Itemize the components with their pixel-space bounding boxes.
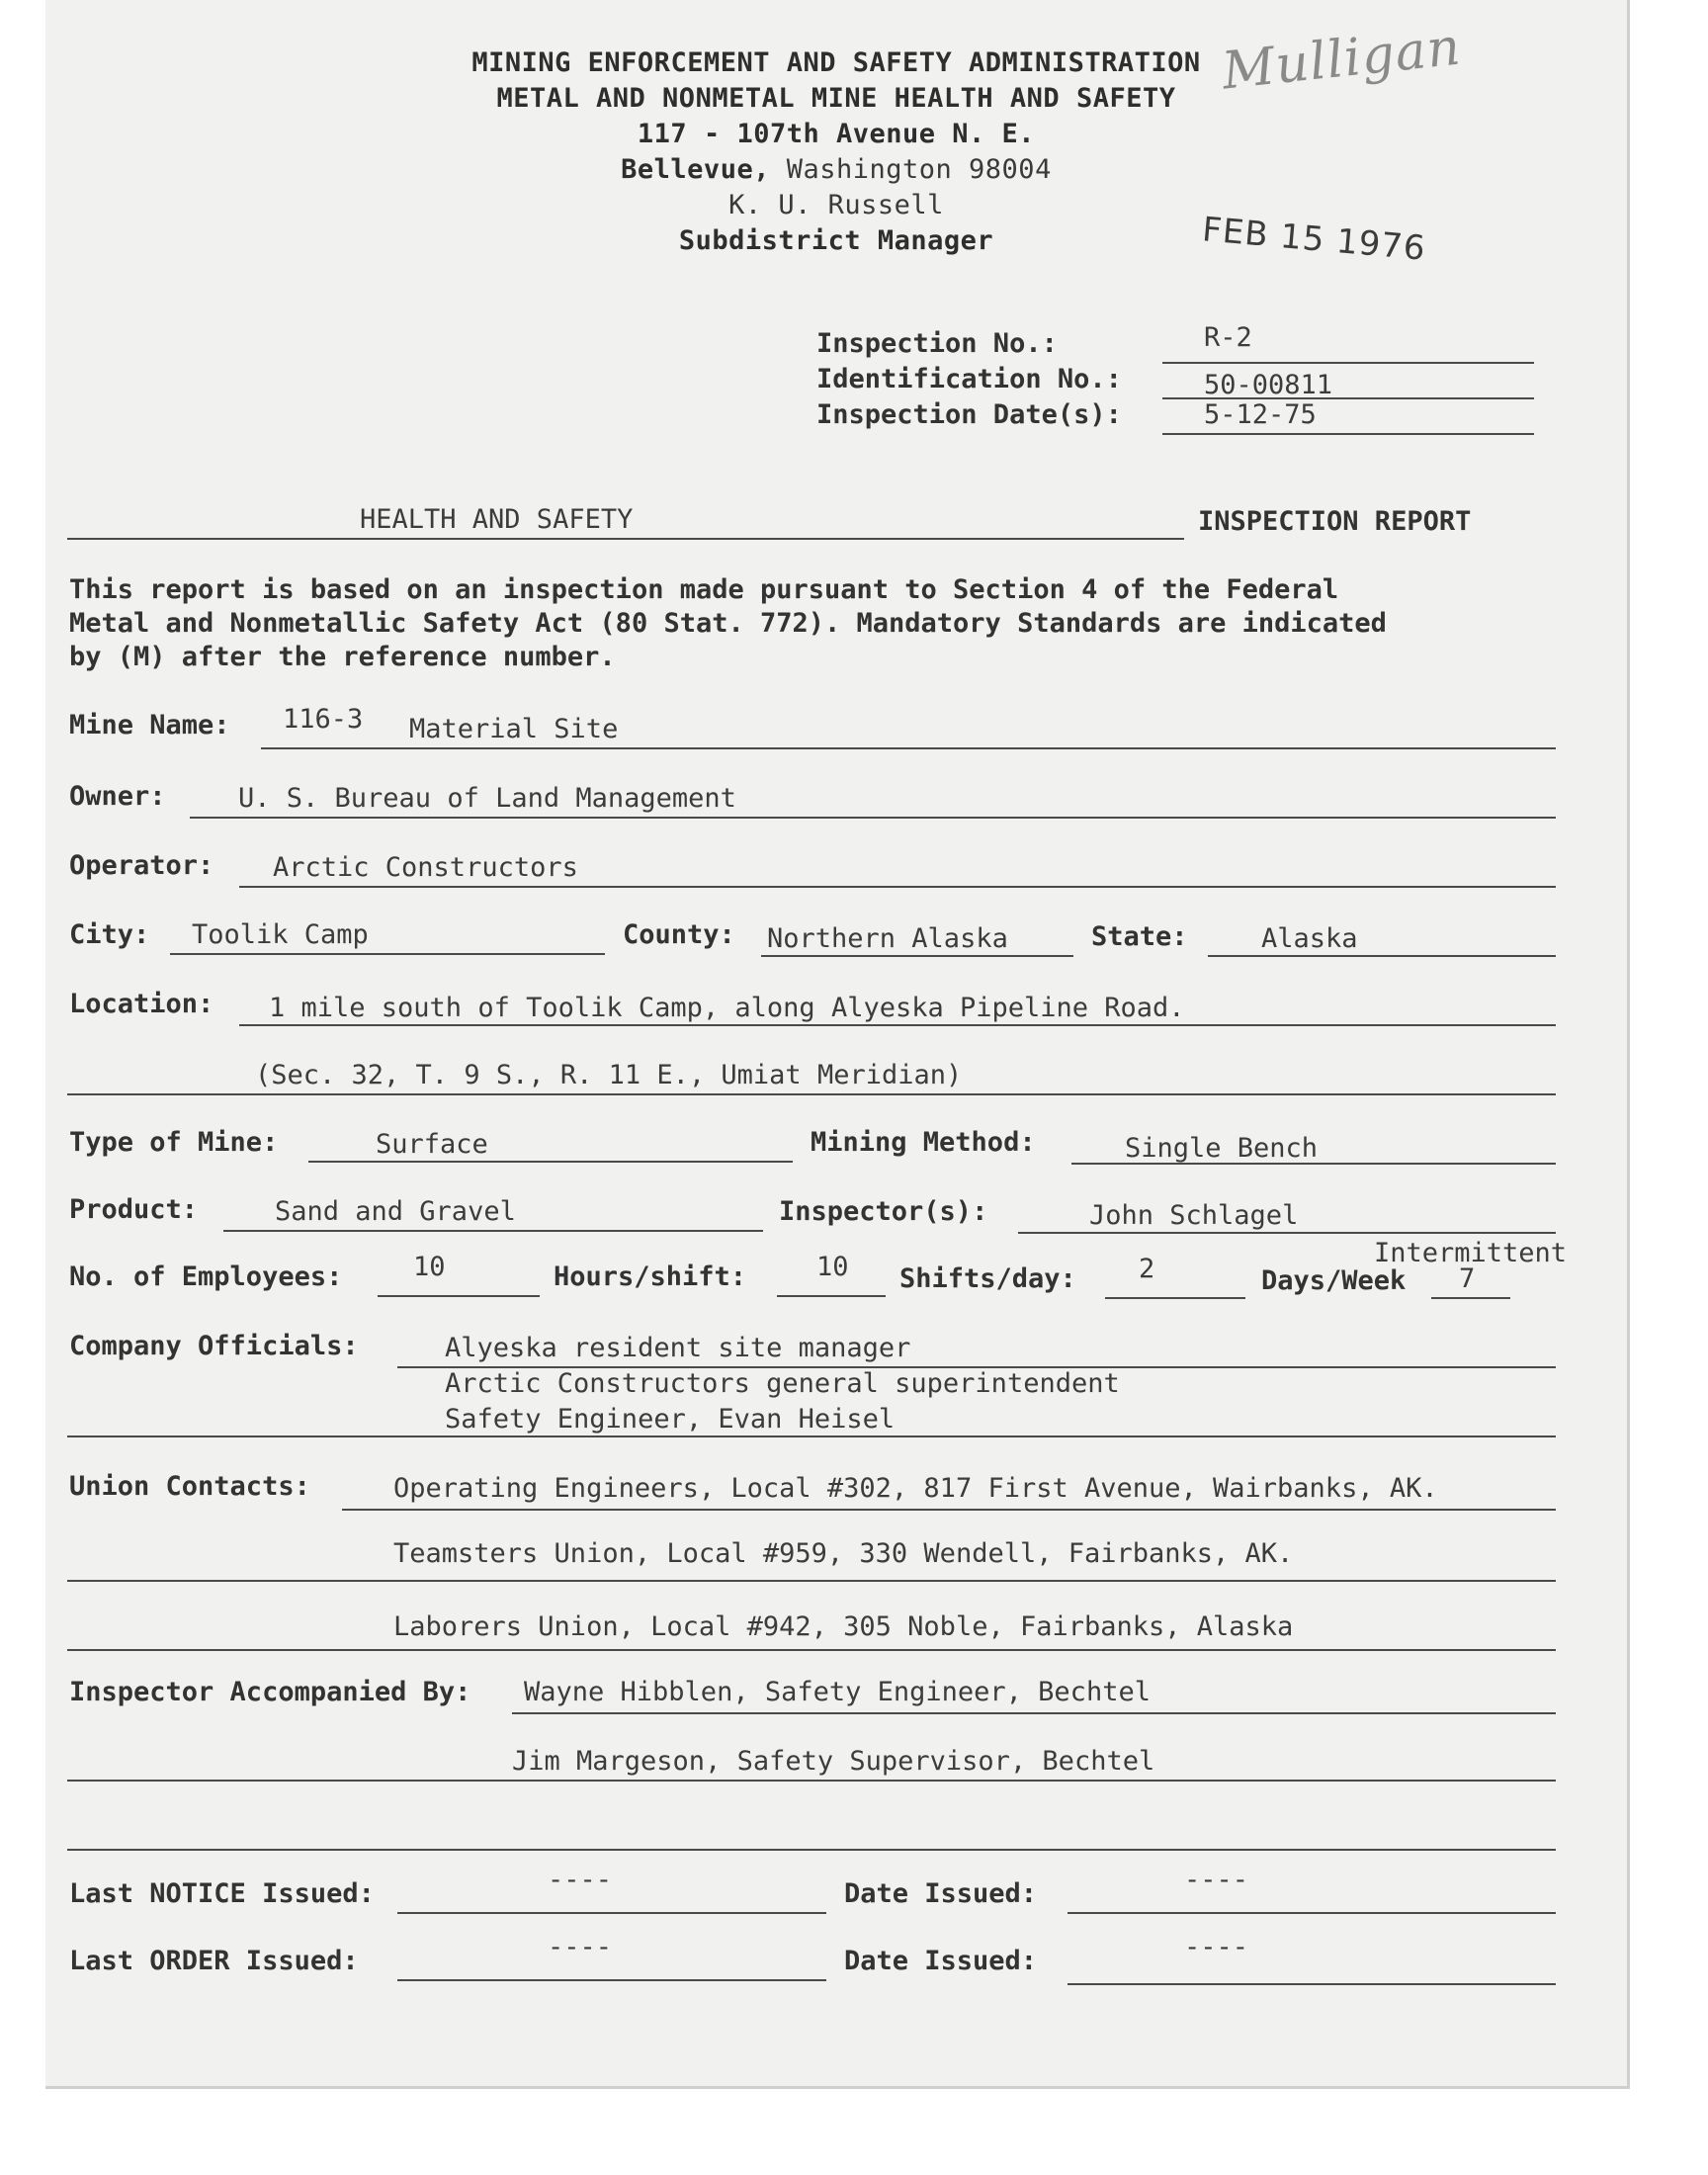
location-label: Location: — [69, 989, 214, 1019]
mining-method-line — [1071, 1163, 1556, 1165]
mine-name-value: Material Site — [409, 714, 619, 744]
last-order-value: ---- — [548, 1932, 613, 1962]
county-value: Northern Alaska — [767, 923, 1008, 954]
type-of-mine-line — [308, 1161, 793, 1163]
mining-method-label: Mining Method: — [811, 1127, 1036, 1158]
accompanied-item-1: Wayne Hibblen, Safety Engineer, Bechtel — [524, 1677, 1151, 1707]
officials-line-2 — [67, 1436, 1556, 1437]
type-of-mine-value: Surface — [376, 1129, 488, 1160]
notice-date-line — [1068, 1912, 1556, 1914]
officials-label: Company Officials: — [69, 1331, 359, 1361]
last-notice-label: Last NOTICE Issued: — [69, 1878, 375, 1909]
report-title-left: HEALTH AND SAFETY — [360, 504, 634, 535]
officials-item-3: Safety Engineer, Evan Heisel — [445, 1404, 896, 1435]
operator-line — [239, 886, 1556, 888]
state-line — [1208, 955, 1556, 957]
product-value: Sand and Gravel — [275, 1196, 516, 1227]
union-item-3: Laborers Union, Local #942, 305 Noble, Fairbanks, Alaska — [393, 1611, 1294, 1642]
handwritten-signature: Mulligan — [1219, 17, 1464, 102]
shifts-line — [1105, 1297, 1245, 1299]
product-line — [223, 1230, 763, 1232]
state-label: State: — [1091, 921, 1188, 952]
union-item-2: Teamsters Union, Local #959, 330 Wendell, Fairbanks, AK. — [393, 1538, 1294, 1569]
city-address — [45, 154, 1627, 185]
city-label: City: — [69, 919, 150, 950]
city-rest: Washington 98004 — [786, 154, 1052, 185]
shifts-value: 2 — [1139, 1254, 1155, 1284]
days-line — [1431, 1297, 1510, 1299]
intro-line-2: Metal and Nonmetallic Safety Act (80 Stat. 772). Mandatory Standards are indicated — [69, 608, 1387, 639]
inspection-no-value: R-2 — [1204, 322, 1252, 353]
last-order-line — [397, 1979, 826, 1981]
location-line-2: (Sec. 32, T. 9 S., R. 11 E., Umiat Meridian) — [255, 1060, 963, 1090]
mine-name-number: 116-3 — [283, 704, 364, 735]
owner-line — [190, 817, 1556, 819]
hours-label: Hours/shift: — [554, 1262, 747, 1292]
intro-line-3: by (M) after the reference number. — [69, 642, 616, 672]
city-word: Bellevue, — [621, 154, 770, 185]
inspection-no-label: Inspection No.: — [816, 328, 1058, 359]
union-line-1 — [342, 1509, 1556, 1511]
days-label: Days/Week — [1261, 1265, 1407, 1296]
agency-name: MINING ENFORCEMENT AND SAFETY ADMINISTRATION — [471, 47, 1201, 78]
report-title-right: INSPECTION REPORT — [1198, 506, 1472, 537]
hours-line — [777, 1295, 886, 1297]
county-label: County: — [623, 919, 735, 950]
days-note: Intermittent — [1374, 1238, 1568, 1268]
union-label: Union Contacts: — [69, 1471, 310, 1502]
inspectors-line — [1018, 1232, 1556, 1234]
order-date-value: ---- — [1184, 1932, 1249, 1962]
inspection-dates-line — [1162, 433, 1534, 435]
employees-line — [378, 1295, 540, 1297]
inspection-no-line — [1162, 362, 1534, 364]
report-page — [45, 0, 1630, 2089]
state-value: Alaska — [1261, 923, 1358, 954]
operator-value: Arctic Constructors — [273, 852, 578, 883]
days-value: 7 — [1459, 1263, 1476, 1294]
accompanied-item-2: Jim Margeson, Safety Supervisor, Bechtel — [512, 1746, 1155, 1777]
street-address: 117 - 107th Avenue N. E. — [637, 119, 1036, 149]
inspection-dates-label: Inspection Date(s): — [816, 399, 1122, 430]
date-stamp: FEB 15 1976 — [1200, 210, 1428, 269]
mining-method-value: Single Bench — [1125, 1133, 1319, 1164]
report-title-line — [67, 538, 1184, 540]
county-line — [761, 955, 1073, 957]
manager-title: Subdistrict Manager — [678, 225, 994, 256]
location-underline-2 — [67, 1093, 1556, 1095]
inspectors-label: Inspector(s): — [779, 1196, 988, 1227]
location-line-1: 1 mile south of Toolik Camp, along Alyeska Pipeline Road. — [269, 993, 1185, 1023]
mine-name-line — [261, 747, 1556, 749]
inspection-dates-value: 5-12-75 — [1204, 399, 1317, 430]
location-underline-1 — [239, 1024, 1556, 1026]
accompanied-line-1 — [512, 1712, 1556, 1714]
order-date-line — [1068, 1983, 1556, 1985]
product-label: Product: — [69, 1194, 199, 1225]
intro-line-1: This report is based on an inspection made pursuant to Section 4 of the Federal — [69, 574, 1339, 605]
identification-no-value: 50-00811 — [1204, 370, 1333, 400]
officials-item-1: Alyeska resident site manager — [445, 1333, 911, 1363]
union-line-3 — [67, 1649, 1556, 1651]
mine-name-label: Mine Name: — [69, 710, 230, 740]
union-line-2 — [67, 1580, 1556, 1582]
owner-label: Owner: — [69, 781, 166, 812]
city-value: Toolik Camp — [192, 919, 369, 950]
notice-date-label: Date Issued: — [844, 1878, 1038, 1909]
employees-value: 10 — [413, 1252, 446, 1282]
blank-line — [67, 1849, 1556, 1851]
last-order-label: Last ORDER Issued: — [69, 1946, 359, 1976]
inspectors-value: John Schlagel — [1089, 1200, 1299, 1231]
last-notice-value: ---- — [548, 1865, 613, 1895]
intro-paragraph — [69, 573, 1572, 674]
type-of-mine-label: Type of Mine: — [69, 1127, 279, 1158]
manager-name: K. U. Russell — [728, 190, 944, 220]
accompanied-line-2 — [67, 1780, 1556, 1782]
employees-label: No. of Employees: — [69, 1262, 343, 1292]
accompanied-label: Inspector Accompanied By: — [69, 1677, 471, 1707]
hours-value: 10 — [816, 1252, 849, 1282]
last-notice-line — [397, 1912, 826, 1914]
operator-label: Operator: — [69, 850, 214, 881]
shifts-label: Shifts/day: — [899, 1263, 1076, 1294]
owner-value: U. S. Bureau of Land Management — [238, 783, 736, 814]
officials-item-2: Arctic Constructors general superintendent — [445, 1368, 1120, 1399]
order-date-label: Date Issued: — [844, 1946, 1038, 1976]
city-line — [170, 953, 605, 955]
union-item-1: Operating Engineers, Local #302, 817 First Avenue, Wairbanks, AK. — [393, 1473, 1438, 1504]
identification-no-label: Identification No.: — [816, 364, 1122, 394]
division-name: METAL AND NONMETAL MINE HEALTH AND SAFETY — [496, 83, 1176, 114]
notice-date-value: ---- — [1184, 1865, 1249, 1895]
